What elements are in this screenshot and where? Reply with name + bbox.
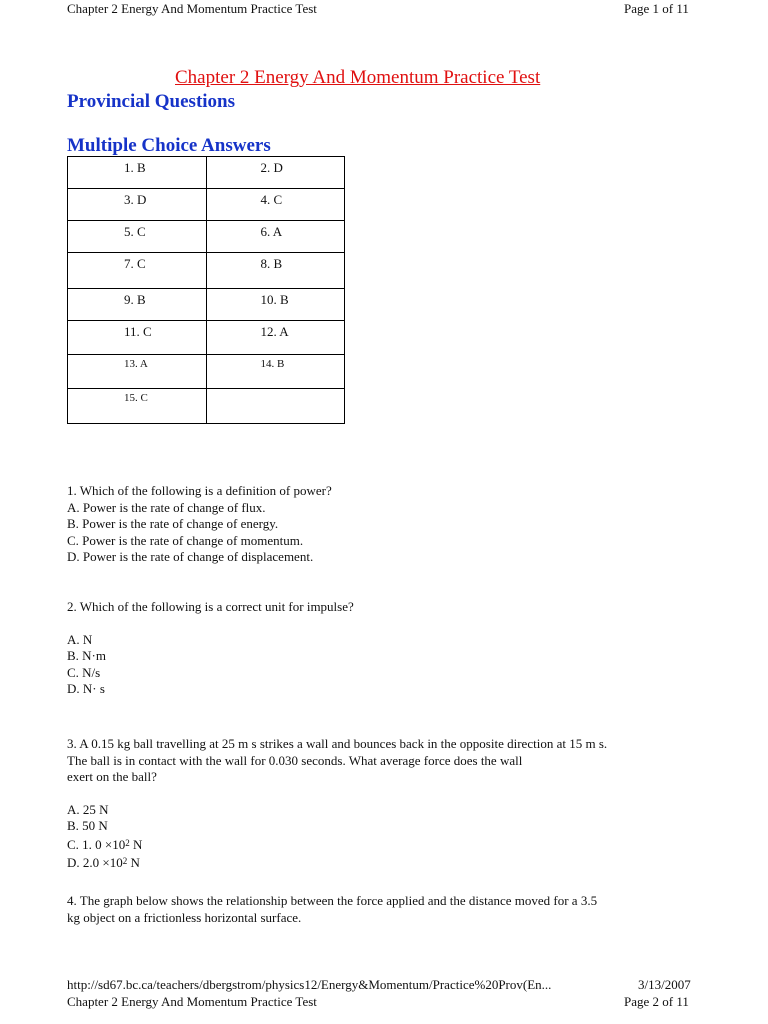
option-c: C. N/s [67, 664, 101, 680]
section-heading-answers: Multiple Choice Answers [67, 135, 271, 156]
answer-cell: 12. A [260, 324, 289, 339]
question-4 [67, 893, 597, 926]
answer-cell: 6. A [260, 224, 283, 239]
answer-cell: 3. D [124, 192, 147, 207]
option-d: D. N· s [67, 681, 105, 696]
question-text: 1. Which of the following is a definition of power? [67, 483, 332, 498]
table-row [68, 289, 345, 321]
footer-page-number: Page 2 of 11 [624, 994, 689, 1009]
question-1 [67, 483, 332, 566]
table-row [68, 321, 345, 355]
option-c: C. 1. $0 \times 10^2$ N [67, 836, 143, 852]
table-row [68, 355, 345, 389]
section-heading-provincial: Provincial Questions [67, 91, 236, 112]
question-text-line: The ball is in contact with the wall for 0.030 seconds. What average force does the wall [67, 752, 523, 768]
option-b: B. N·m [67, 648, 106, 663]
table-row [68, 157, 345, 189]
page-header-number: Page 1 of 11 [624, 1, 689, 16]
table-row [68, 389, 345, 424]
table-row [68, 221, 345, 253]
answer-cell: 7. C [124, 256, 146, 271]
option-b: B. Power is the rate of change of energy. [67, 516, 279, 531]
option-c: C. Power is the rate of change of momentum. [67, 532, 304, 548]
answer-cell: 8. B [260, 256, 283, 271]
answer-cell: 13. A [124, 358, 148, 370]
page-title: Chapter 2 Energy And Momentum Practice Test [175, 67, 541, 88]
table-row [68, 253, 345, 289]
answer-cell: 4. C [260, 192, 283, 207]
option-a: A. 25 N [67, 801, 109, 817]
footer-title: Chapter 2 Energy And Momentum Practice Test [67, 994, 317, 1009]
question-text-line: kg object on a frictionless horizontal surface. [67, 909, 302, 925]
option-a: A. Power is the rate of change of flux. [67, 499, 266, 515]
footer-url[interactable]: http://sd67.bc.ca/teachers/dbergstrom/physics12/Energy&Momentum/Practice%20Prov(En... [67, 977, 552, 992]
question-text: 2. Which of the following is a correct unit for impulse? [67, 599, 354, 614]
option-d: D. $2.0 \times 10^2$ N [67, 855, 140, 870]
option-a: A. N [67, 631, 93, 647]
question-3 [67, 736, 607, 872]
question-text-line: 4. The graph below shows the relationship between the force applied and the distance moved for a 3.5 [67, 893, 598, 908]
option-d: D. Power is the rate of change of displacement. [67, 549, 314, 564]
answers-table [67, 156, 345, 424]
footer-date: 3/13/2007 [638, 977, 691, 992]
answer-cell: 9. B [124, 292, 146, 307]
answer-cell: 2. D [260, 160, 283, 175]
answer-cell: 14. B [260, 358, 285, 370]
question-2 [67, 599, 354, 698]
table-row [68, 189, 345, 221]
answer-cell: 10. B [260, 292, 289, 307]
question-text-line: 3. A 0.15 kg ball travelling at 25 m s strikes a wall and bounces back in the opposite direction at 15 m s. [67, 736, 608, 751]
answer-cell: 1. B [124, 160, 146, 175]
answer-cell: 15. C [124, 392, 148, 404]
page-header-title: Chapter 2 Energy And Momentum Practice Test [67, 1, 317, 16]
option-b: B. 50 N [67, 818, 108, 833]
question-text-line: exert on the ball? [67, 769, 157, 784]
answer-cell: 5. C [124, 224, 146, 239]
answer-cell: 11. C [124, 324, 152, 339]
